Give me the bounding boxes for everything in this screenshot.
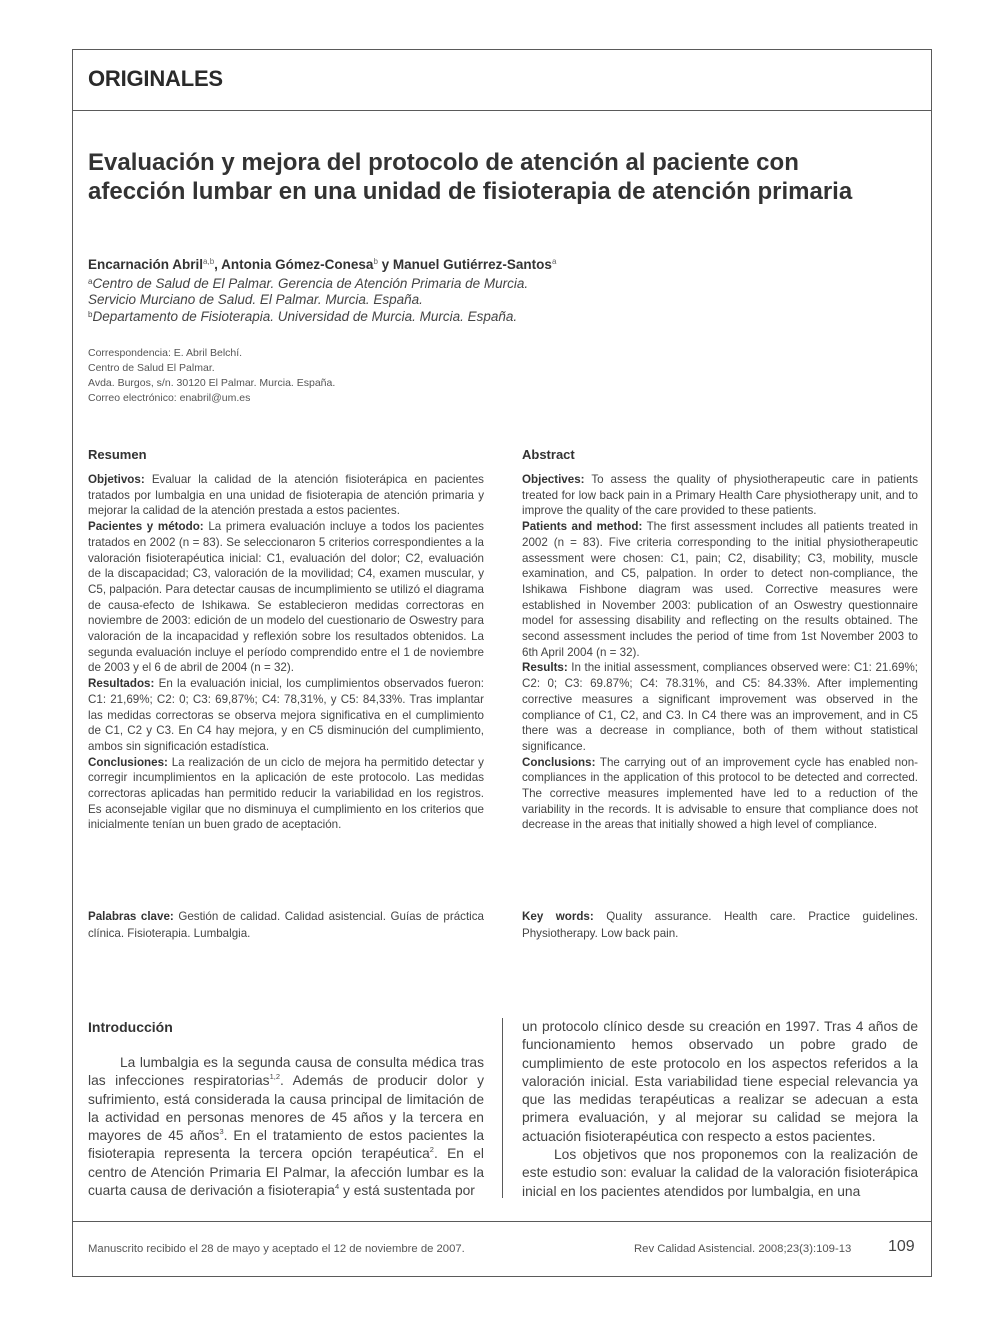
section-text: The carrying out of an improvement cycle has enabled non-compliances in the application of this protocol to be detected and corrected. The corrective measures implemented have led to a reduction of the variability in the records. It is advisable to ensure that compliance does not decrease in the areas that initially showed a high level of compliance.: [522, 755, 918, 832]
author-separator: y: [377, 257, 393, 272]
section-label: Resultados:: [88, 677, 155, 691]
journal-citation: Rev Calidad Asistencial. 2008;23(3):109-13: [634, 1243, 852, 1255]
section-text: En la evaluación inicial, los cumplimientos observados fueron: C1: 21,69%; C2: 0; C3: 69,87%; C4: 78,31%, y C5: 84,33%. Tras implantar las medidas correctoras se observa mejora significativa en el cumplimiento de C1, C2 y C3. En C4 hay mejora, y en C5 disminución del cumplimiento, ambos sin significación estadística.: [88, 677, 484, 753]
intro-right-column: [522, 1018, 918, 1201]
section-text: Evaluar la calidad de la atención fisioterápica en pacientes tratados por lumbalgia en una unidad de fisioterapia de atención primaria y mejorar la calidad de la atención prestada a estos pacientes.: [88, 473, 484, 518]
keywords-label: Palabras clave:: [88, 910, 174, 923]
section-text: To assess the quality of physiotherapeutic care in patients treated for low back pain in a Primary Health Care physiotherapy unit, and to improve the quality of the care provided to these patients.: [522, 473, 918, 518]
section-label: Patients and method:: [522, 520, 643, 534]
header-divider: [72, 110, 932, 111]
abstract-keywords: [522, 909, 918, 942]
abstract-section: [522, 472, 918, 519]
correspondence-line: Correo electrónico: enabril@um.es: [88, 392, 251, 404]
keywords-text: Quality assurance. Health care. Practice guidelines. Physiotherapy. Low back pain.: [522, 910, 918, 940]
resumen-body: [88, 472, 484, 833]
received-note: Manuscrito recibido el 28 de mayo y aceptado el 12 de noviembre de 2007.: [88, 1243, 465, 1255]
citation-ref: 3: [219, 1127, 224, 1137]
abstract-section: [522, 660, 918, 754]
section-text: The first assessment includes all patients treated in 2002 (n = 83). Five criteria corresponding to the initial physiotherapeutic assessment were chosen: C1, pain; C2, disability; C3, mobility, muscle examination, and C5, palpation. In order to detect non-compliance, the Ishikawa Fishbone diagram was used. Corrective measures were established in November 2003: publication of an Oswestry questionnaire model for assessing disability and reflecting on the results obtained. The second assessment includes the period of time from 1st November 2003 to 6th April 2004 (n = 32).: [522, 520, 919, 659]
author-name: Encarnación Abril: [88, 257, 204, 272]
abstract-section: [522, 755, 918, 834]
author-affiliation-mark: b: [373, 257, 378, 266]
intro-left-column: [88, 1054, 484, 1200]
resumen-keywords: [88, 909, 484, 942]
intro-paragraph: un protocolo clínico desde su creación en 1997. Tras 4 años de funcionamiento hemos observado un pobre grado de cumplimiento de este protocolo en los aspectos referidos a la valoración inicial. Esta variabilidad tiene especial relevancia ya que las medidas terapéuticas a realizar se adecuan a esta primera evaluación, y al mejorar su calidad se mejora la actuación fisioterapéutica con respecto a estos pacientes.: [522, 1019, 918, 1144]
resumen-heading: Resumen: [88, 447, 147, 462]
section-label: Results:: [522, 661, 568, 675]
section-text: In the initial assessment, compliances observed were: C1: 21.69%; C2: 0; C3: 69.87%; C4: 78.31%, and C5: 84.33%. After implementing corrective measures a significant improvement was observed in the compliance of C1, C2, and C3. In C4 there was an improvement, and in C5 there was a decrease in compliance, both of them without statistical significance.: [522, 661, 918, 753]
citation-ref: 1,2: [269, 1072, 281, 1082]
author-affiliation-mark: a,b: [203, 257, 215, 266]
paragraph-text: . Además de producir dolor y sufrimiento, está considerada la causa principal de limitación de la actividad en personas menores de 45 años y la tercera en mayores de 45 años: [88, 1073, 484, 1144]
resumen-section: [88, 472, 484, 519]
abstract-heading: Abstract: [522, 447, 575, 462]
affiliation-line: [88, 292, 528, 308]
page-number: 109: [888, 1238, 915, 1255]
resumen-section: [88, 519, 484, 676]
introduccion-heading: Introducción: [88, 1019, 173, 1035]
affiliation-mark: b: [88, 310, 93, 319]
abstract-body: [522, 472, 918, 833]
paragraph-text: y está sustentada por: [339, 1183, 475, 1199]
resumen-section: [88, 755, 484, 834]
section-text: La primera evaluación incluye a todos los pacientes tratados en 2002 (n = 83). Se seleccionaron 5 criterios correspondientes a la valoración fisioterapéutica inicial: C1, evaluación del dolor; C2, evaluación de la discapacidad; C3, valoración de la movilidad; C4, examen muscular, y C5, palpación. Para detectar causas de incumplimiento se utilizó el diagrama de causa-efecto de Ishikawa. Se establecieron medidas correctoras en noviembre de 2003: edición de un modelo del cuestionario de Oswestry para valoración de la incapacidad y reflexión sobre los resultados obtenidos. La segunda evaluación incluye el período comprendido entre el 1 de noviembre de 2003 y el 6 de abril de 2004 (n = 32).: [88, 520, 484, 675]
author-name: Manuel Gutiérrez-Santos: [392, 257, 552, 272]
section-label: Pacientes y método:: [88, 520, 204, 534]
author-affiliation-mark: a: [551, 257, 557, 266]
keywords-label: Key words:: [522, 910, 594, 923]
paragraph-text: La lumbalgia es la segunda causa de consulta médica tras las infecciones respiratorias: [88, 1055, 484, 1089]
citation-ref: 2: [429, 1145, 434, 1155]
paragraph-text: . En el tratamiento de estos pacientes la fisioterapia representa la tercera opción terapéutica: [88, 1128, 485, 1162]
affiliations: [88, 274, 528, 325]
section-text: La realización de un ciclo de mejora ha permitido detectar y corregir incumplimientos en la aplicación de este protocolo. Las medidas correctoras aplicadas han permitido reducir la variabilidad en los registros. Es aconsejable vigilar que no disminuya el cumplimiento en los criterios que inicialmente tenían un buen grado de aceptación.: [88, 755, 484, 832]
affiliation-text: Centro de Salud de El Palmar. Gerencia de Atención Primaria de Murcia.: [92, 276, 529, 291]
author-separator: ,: [214, 257, 222, 272]
author-list: [88, 257, 556, 272]
section-label: Objetivos:: [88, 473, 145, 486]
affiliation-line: [88, 274, 528, 292]
affiliation-text: Servicio Murciano de Salud. El Palmar. Murcia. España.: [88, 291, 423, 307]
resumen-section: [88, 676, 484, 755]
section-label: Conclusions:: [522, 755, 596, 769]
correspondence-line: Centro de Salud El Palmar.: [88, 362, 215, 374]
keywords-text: Gestión de calidad. Calidad asistencial. Guías de práctica clínica. Fisioterapia. Lumbalgia.: [88, 910, 484, 940]
affiliation-line: [88, 307, 528, 325]
author-name: Antonia Gómez-Conesa: [221, 257, 374, 272]
correspondence-line: Avda. Burgos, s/n. 30120 El Palmar. Murcia. España.: [88, 377, 336, 389]
section-label: Objectives:: [522, 473, 585, 486]
section-label: ORIGINALES: [88, 66, 223, 91]
paragraph-text: . En el centro de Atención Primaria El Palmar, la afección lumbar es la cuarta causa de derivación a fisioterapia: [88, 1146, 484, 1199]
section-label: Conclusiones:: [88, 755, 168, 769]
article-title: Evaluación y mejora del protocolo de atención al paciente con afección lumbar en una unidad de fisioterapia de atención primaria: [88, 149, 853, 205]
citation-ref: 4: [334, 1182, 340, 1192]
abstract-section: [522, 519, 918, 660]
column-divider: [502, 1018, 503, 1198]
correspondence-line: Correspondencia: E. Abril Belchí.: [88, 347, 243, 359]
affiliation-mark: a: [88, 277, 93, 286]
intro-paragraph: [88, 1054, 484, 1200]
intro-paragraph: Los objetivos que nos proponemos con la realización de este estudio son: evaluar la calidad de la valoración fisioterápica inicial en los pacientes atendidos por lumbalgia, en una: [522, 1147, 918, 1199]
correspondence-block: [88, 346, 335, 406]
footer-divider: [72, 1221, 932, 1222]
affiliation-text: Departamento de Fisioterapia. Universidad de Murcia. Murcia. España.: [92, 309, 518, 324]
